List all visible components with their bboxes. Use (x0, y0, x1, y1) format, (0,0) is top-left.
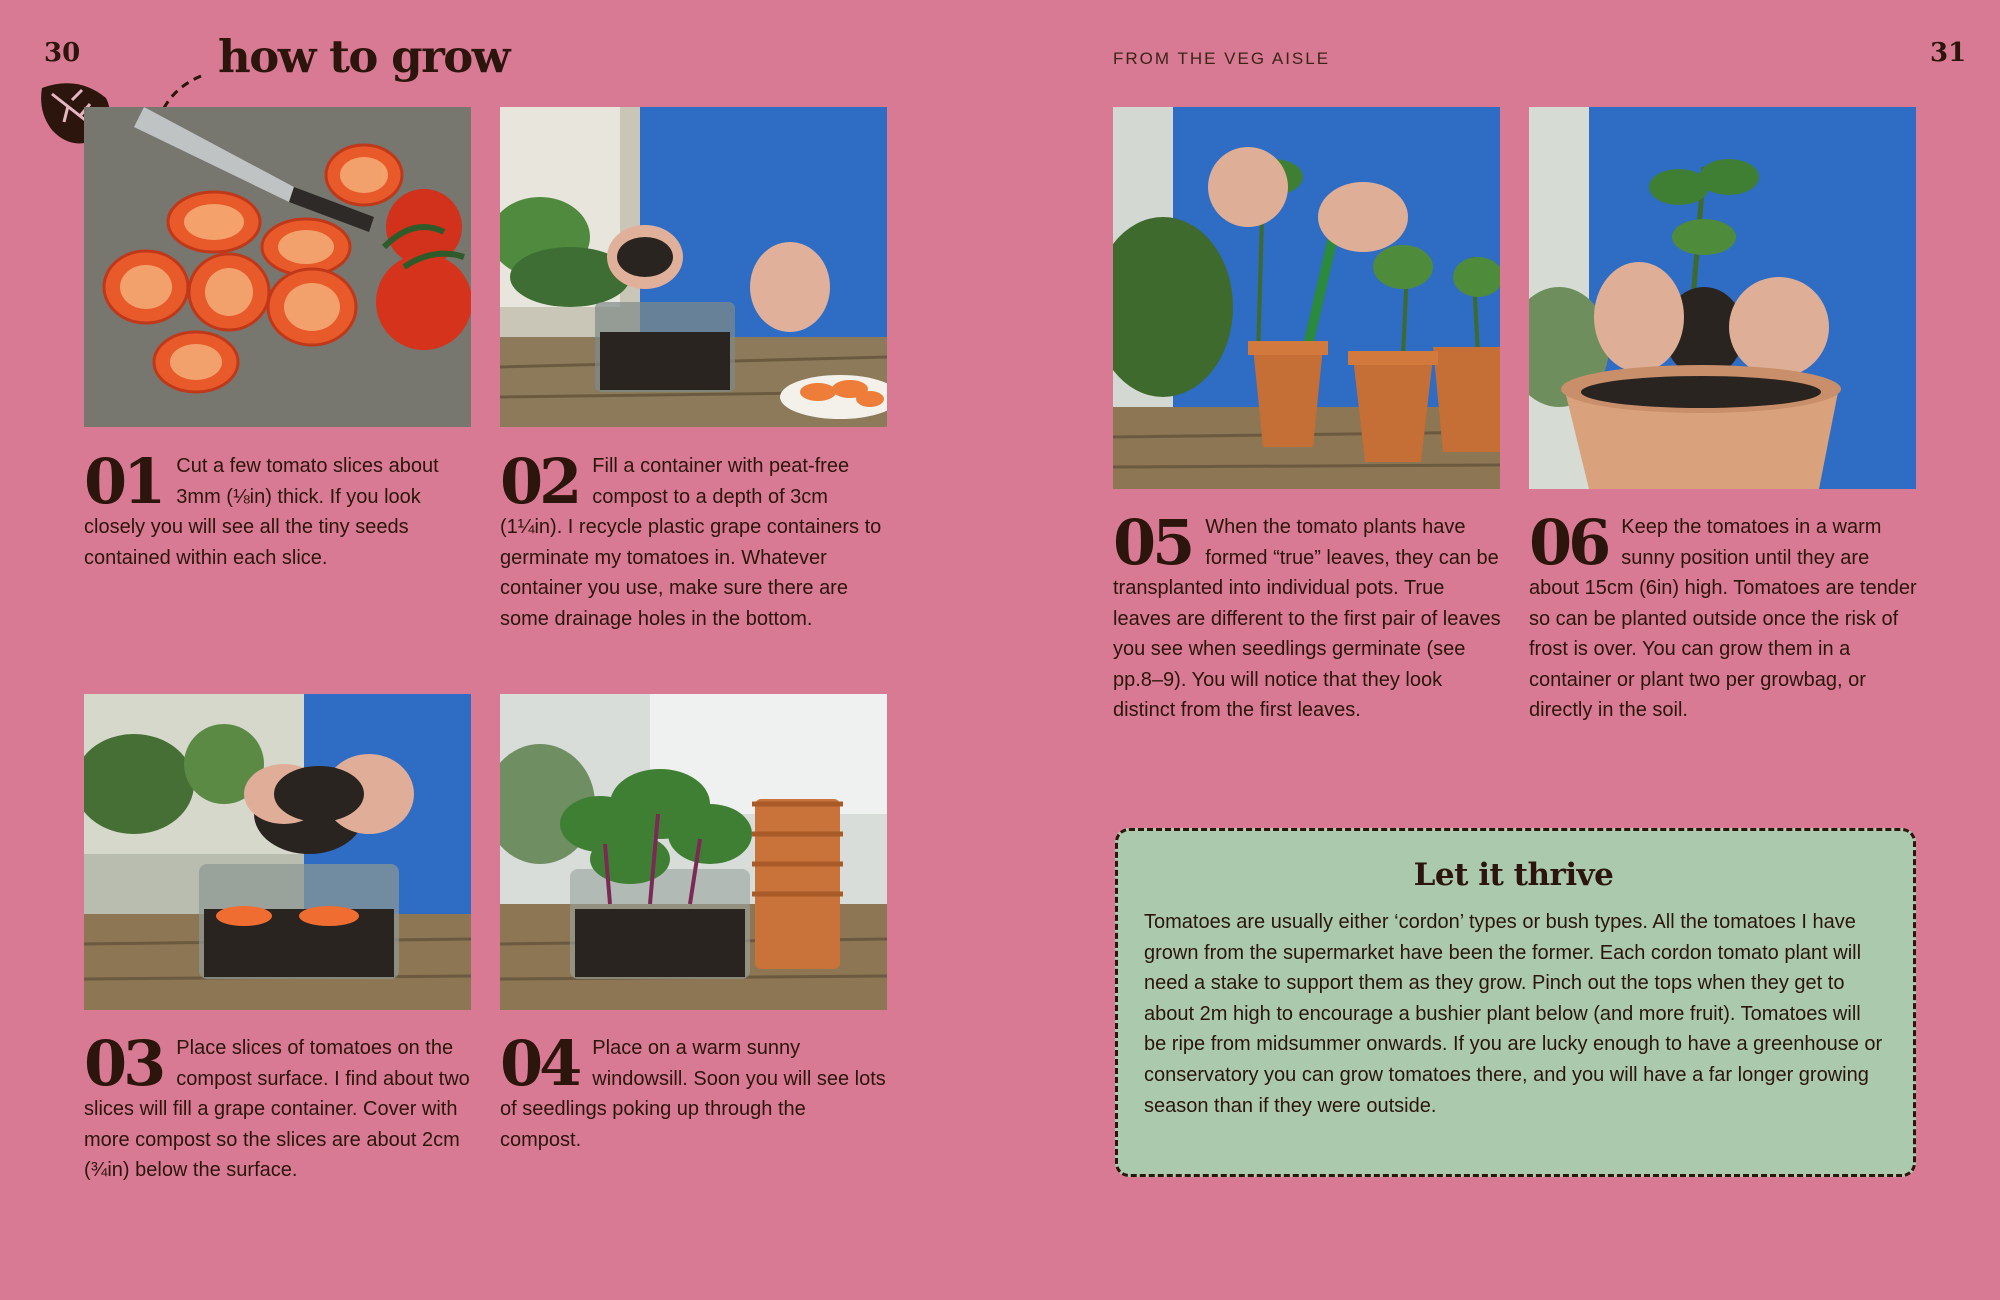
running-header: FROM THE VEG AISLE (1113, 49, 1331, 68)
step-text: Fill a container with peat-free compost to a depth of 3cm (1¼in). I recycle plastic grape containers to germinate my tomatoes in. Whatever container you use, make sure there are some drainage holes in the bottom. (500, 455, 882, 630)
step-02 (500, 445, 890, 634)
step-text: Cut a few tomato slices about 3mm (⅛in) thick. If you look closely you will see all the tiny seeds contained within each slice. (84, 455, 439, 569)
tip-title: Let it thrive (1413, 857, 1614, 893)
step-04 (500, 1027, 890, 1155)
step-number: 04 (500, 1027, 579, 1100)
step-number: 06 (1529, 506, 1608, 579)
photo-step-05 (1113, 107, 1500, 489)
tip-body: Tomatoes are usually either ‘cordon’ types or bush types. All the tomatoes I have grown from the supermarket have been the former. Each cordon tomato plant will need a stake to support them as they grow. Pinch out the tops when they get to about 2m high to encourage a bushier plant below (and more fruit). Tomatoes will be ripe from midsummer onwards. If you are lucky enough to have a greenhouse or conservatory you can grow tomatoes there, and you will have a far longer growing season than if they were outside. (1144, 911, 1883, 1117)
step-06 (1529, 506, 1921, 726)
step-text: Place slices of tomatoes on the compost surface. I find about two slices will fill a grape container. Cover with more compost so the slices are about 2cm (¾in) below the surface. (84, 1037, 470, 1181)
step-number: 03 (84, 1027, 163, 1100)
photo-step-04 (500, 694, 887, 1010)
step-text: When the tomato plants have formed “true” leaves, they can be transplanted into individual pots. True leaves are different to the first pair of leaves you see when seedlings germinate (see pp.8–9). You will notice that they look distinct from the first leaves. (1113, 516, 1501, 721)
step-03 (84, 1027, 474, 1186)
photo-step-06 (1529, 107, 1916, 489)
step-text: Place on a warm sunny windowsill. Soon you will see lots of seedlings poking up through the compost. (500, 1037, 886, 1151)
section-title: how to grow (218, 30, 510, 83)
tip-box (1115, 828, 1916, 1177)
step-number: 05 (1113, 506, 1192, 579)
step-text: Keep the tomatoes in a warm sunny position until they are about 15cm (6in) high. Tomatoes are tender so can be planted outside once the risk of frost is over. You can grow them in a container or plant two per growbag, or directly in the soil. (1529, 516, 1917, 721)
photo-step-02 (500, 107, 887, 427)
step-number: 01 (84, 445, 163, 518)
photo-step-03 (84, 694, 471, 1010)
photo-step-01 (84, 107, 471, 427)
step-05 (1113, 506, 1505, 726)
left-page-number: 30 (44, 38, 81, 68)
right-page-number: 31 (1930, 38, 1967, 68)
step-number: 02 (500, 445, 579, 518)
step-01 (84, 445, 474, 573)
